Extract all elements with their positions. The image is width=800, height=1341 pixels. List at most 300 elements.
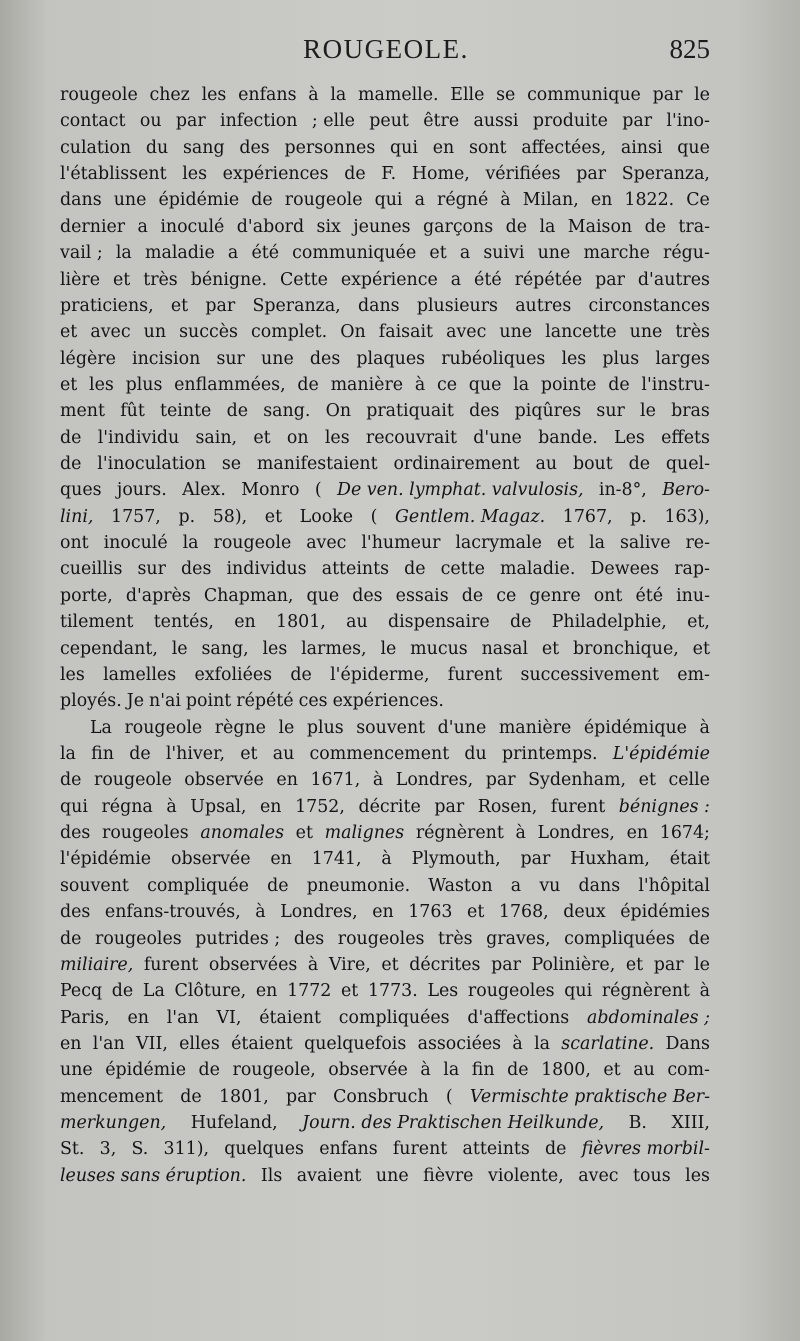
word: de: [509, 612, 532, 633]
word: qui: [60, 796, 88, 817]
word: ces: [298, 691, 328, 712]
word: et,: [687, 612, 710, 633]
word: observées: [208, 954, 298, 975]
word: n'ai: [149, 691, 181, 712]
word: fût: [120, 401, 145, 422]
word: Maison: [567, 216, 633, 237]
word: quelques: [224, 1139, 304, 1160]
word: rougeole: [94, 770, 172, 791]
word: très: [143, 269, 178, 290]
word: à: [372, 770, 384, 791]
word: expériences: [222, 164, 329, 185]
word: de: [111, 981, 134, 1002]
text-line: [60, 715, 710, 741]
italic-word: scarlatine.: [561, 1033, 655, 1054]
word: celle: [668, 770, 710, 791]
word: sur: [137, 559, 166, 580]
word: de: [608, 374, 630, 395]
word: la: [60, 743, 76, 764]
word: a: [414, 190, 425, 211]
word: une: [629, 322, 663, 343]
word: suivi: [483, 243, 525, 264]
word: Hufeland,: [190, 1113, 278, 1134]
text-line: [60, 451, 710, 477]
word: avec: [578, 1165, 619, 1186]
word: les: [262, 638, 288, 659]
word: porte,: [60, 585, 113, 606]
word: Plymouth,: [411, 849, 501, 870]
text-line: [60, 372, 710, 398]
word: Ce: [686, 190, 710, 211]
word: a: [459, 243, 471, 264]
word: par: [434, 796, 465, 817]
word: plus: [602, 348, 640, 369]
word: l'humeur: [361, 533, 441, 554]
word: qui: [390, 137, 418, 158]
word: tentés,: [153, 612, 214, 633]
word: essais: [395, 585, 449, 606]
word: au: [346, 612, 368, 633]
word: avec: [90, 322, 131, 343]
word: le: [278, 717, 295, 738]
text-line: [60, 899, 710, 925]
word: d'une: [473, 427, 522, 448]
word: et: [638, 770, 656, 791]
word: quel-: [665, 454, 710, 475]
word: on: [286, 427, 309, 448]
text-line: [60, 1057, 710, 1083]
word: et: [625, 954, 644, 975]
word: Milan,: [522, 190, 579, 211]
word: VI,: [216, 1007, 242, 1028]
text-line: [60, 1110, 710, 1136]
word: le: [694, 954, 710, 975]
word: à: [699, 981, 710, 1002]
word: régu-: [663, 243, 710, 264]
word: de: [290, 664, 312, 685]
italic-word: bénignes :: [618, 796, 710, 817]
word: circonstances: [588, 295, 710, 316]
word: de: [60, 770, 82, 791]
word: dernier: [60, 216, 126, 237]
word: le: [380, 638, 397, 659]
word: Vire,: [328, 954, 371, 975]
word: garçons: [423, 216, 494, 237]
word: des: [293, 928, 325, 949]
word: commencement: [309, 743, 450, 764]
italic-word: De ven. lymphat. valvulosis,: [337, 480, 584, 501]
word: une: [375, 1165, 409, 1186]
word: chez: [149, 85, 190, 105]
word: de: [180, 1086, 202, 1107]
word: La: [90, 717, 112, 738]
word: genre: [529, 585, 581, 606]
word: infection: [220, 111, 298, 132]
word: 1674;: [659, 823, 710, 844]
word: à: [515, 823, 526, 844]
word: recouvrait: [365, 427, 457, 448]
word: ce: [496, 585, 517, 606]
word: piqûres: [514, 401, 582, 422]
text-line: [60, 1163, 710, 1189]
word: dans: [60, 190, 102, 211]
word: à: [166, 796, 177, 817]
word: épidémie: [105, 1060, 186, 1081]
word: Clôture,: [174, 981, 247, 1002]
word: de: [226, 401, 248, 422]
word: avec: [446, 322, 487, 343]
word: successivement: [520, 664, 659, 685]
word: in-8°,: [598, 480, 647, 501]
word: cependant,: [60, 638, 158, 659]
word: et: [170, 295, 189, 316]
italic-word: Bero-: [662, 480, 710, 501]
word: de: [60, 454, 82, 475]
word: peut: [369, 111, 409, 132]
word: rubéoliques: [441, 348, 546, 369]
word: les: [561, 348, 587, 369]
text-line: [60, 187, 710, 213]
word: mencement: [60, 1086, 163, 1107]
word: l'hôpital: [638, 875, 710, 896]
word: Dewees: [590, 559, 660, 580]
word: bras: [671, 401, 710, 422]
word: le: [640, 401, 656, 422]
word: d'abord: [236, 216, 305, 237]
word: violente,: [488, 1165, 564, 1186]
word: tilement: [60, 612, 134, 633]
word: inoculé: [160, 216, 225, 237]
word: pneumonie.: [306, 875, 411, 896]
word: marche: [583, 243, 650, 264]
word: les: [201, 85, 227, 105]
word: a: [137, 216, 148, 237]
text-line: [60, 873, 710, 899]
word: des: [352, 585, 383, 606]
word: d'affections: [467, 1007, 570, 1028]
word: vu: [539, 875, 561, 896]
word: ont: [593, 585, 623, 606]
word: régné: [437, 190, 489, 211]
word: à: [414, 374, 426, 395]
word: par: [491, 954, 521, 975]
text-line: [60, 161, 710, 187]
text-line: [60, 741, 710, 767]
word: furent: [447, 664, 503, 685]
word: pointe: [540, 374, 597, 395]
word: expérience: [340, 269, 438, 290]
italic-word: leuses sans éruption.: [60, 1165, 247, 1186]
word: un: [143, 322, 167, 343]
text-line: [60, 346, 710, 372]
italic-word: abdominales ;: [587, 1007, 710, 1028]
word: Les: [614, 427, 645, 448]
word: manière: [330, 374, 404, 395]
word: dispensaire: [387, 612, 490, 633]
word: dans: [357, 295, 400, 316]
word: été: [251, 243, 280, 264]
word: de: [505, 216, 528, 237]
word: enfans: [319, 1139, 378, 1160]
word: Londres,: [280, 902, 358, 923]
word: bénigne.: [190, 269, 268, 290]
word: lamelles: [103, 664, 177, 685]
word: Elle: [450, 85, 485, 105]
text-line: [60, 82, 710, 108]
word: été: [474, 269, 502, 290]
word: ; elle: [311, 111, 355, 132]
text-line: [60, 1084, 710, 1110]
italic-word: miliaire,: [60, 954, 134, 975]
word: On: [340, 322, 366, 343]
word: une: [261, 348, 294, 369]
word: en: [255, 981, 278, 1002]
word: Upsal,: [190, 796, 247, 817]
word: et: [295, 823, 313, 844]
word: Londres,: [537, 823, 615, 844]
word: effets: [661, 427, 710, 448]
word: sang.: [263, 401, 311, 422]
word: communiquée: [292, 243, 417, 264]
word: des: [239, 137, 270, 158]
word: St.: [60, 1139, 85, 1160]
word: tra-: [678, 216, 710, 237]
word: printemps.: [501, 743, 598, 764]
word: communique: [527, 85, 641, 105]
word: furent: [550, 796, 606, 817]
word: pratiquait: [366, 401, 454, 422]
word: 1822.: [624, 190, 675, 211]
word: d'après: [125, 585, 191, 606]
word: qui: [374, 190, 403, 211]
word: sang: [182, 137, 225, 158]
italic-word: Journ. des Praktischen Heilkunde,: [302, 1113, 605, 1134]
word: été: [635, 585, 664, 606]
word: et: [556, 533, 575, 554]
word: compliquées: [338, 1007, 450, 1028]
word: Sydenham,: [528, 770, 627, 791]
word: par: [175, 111, 206, 132]
italic-word: Gentlem. Magaz.: [395, 506, 546, 527]
word: Polinière,: [531, 954, 616, 975]
word: règne: [214, 717, 266, 738]
text-line: [60, 1031, 710, 1057]
word: point: [185, 691, 232, 712]
word: l'épiderme,: [330, 664, 430, 685]
word: dans: [578, 875, 621, 896]
word: bronchique,: [573, 638, 679, 659]
word: succès: [179, 322, 238, 343]
word: praticiens,: [60, 295, 154, 316]
word: par: [652, 85, 683, 105]
word: 1768,: [498, 902, 549, 923]
word: autres: [515, 295, 572, 316]
word: en: [590, 190, 613, 211]
word: furent: [392, 1139, 448, 1160]
word: plus: [125, 374, 163, 395]
word: La: [142, 981, 165, 1002]
text-line: [60, 319, 710, 345]
word: ainsi: [620, 137, 663, 158]
word: Speranza,: [252, 295, 341, 316]
text-line: [60, 636, 710, 662]
word: du: [145, 137, 169, 158]
word: S.: [131, 1139, 149, 1160]
word: à: [255, 902, 266, 923]
word: Huxham,: [570, 849, 650, 870]
word: répété: [236, 691, 294, 712]
word: fin: [91, 743, 114, 764]
word: et: [692, 638, 710, 659]
word: plaques: [356, 348, 426, 369]
word: la: [513, 374, 530, 395]
word: en: [60, 1033, 82, 1054]
word: rap-: [674, 559, 710, 580]
word: la: [443, 1060, 460, 1081]
word: sang,: [201, 638, 249, 659]
word: l'hiver,: [165, 743, 225, 764]
word: em-: [677, 664, 710, 685]
text-line: [60, 530, 710, 556]
word: par: [485, 770, 516, 791]
word: les: [182, 164, 208, 185]
word: par: [595, 269, 625, 290]
word: du: [464, 743, 487, 764]
word: p.: [178, 506, 196, 527]
text-line: [60, 794, 710, 820]
word: rougeole: [284, 190, 363, 211]
word: par: [520, 849, 551, 870]
text-line: [60, 846, 710, 872]
text-line: [60, 688, 710, 714]
word: a: [510, 875, 522, 896]
word: de: [297, 374, 319, 395]
word: six: [316, 216, 341, 237]
word: a: [227, 243, 239, 264]
word: à: [308, 85, 319, 105]
word: par: [576, 164, 607, 185]
text-line: [60, 240, 710, 266]
text-line: [60, 1005, 710, 1031]
word: et: [112, 269, 131, 290]
word: les: [60, 664, 85, 685]
word: rougeole,: [232, 1060, 316, 1081]
word: le: [694, 85, 710, 105]
word: rougeoles: [102, 823, 189, 844]
word: re-: [685, 533, 710, 554]
text-line: [60, 767, 710, 793]
word: B.: [628, 1113, 647, 1134]
word: ployés.: [60, 691, 122, 712]
word: inoculé: [103, 533, 168, 554]
word: On: [325, 401, 352, 422]
word: l'an: [92, 1033, 125, 1054]
word: com-: [667, 1060, 710, 1081]
word: l'épidémie: [60, 849, 152, 870]
word: vérifiées: [485, 164, 561, 185]
word: compliquées: [564, 928, 675, 949]
word: Consbruch: [333, 1086, 429, 1107]
word: avaient: [296, 1165, 362, 1186]
word: légère: [60, 348, 116, 369]
word: étaient: [259, 1007, 321, 1028]
word: tous: [633, 1165, 671, 1186]
word: fièvre: [423, 1165, 474, 1186]
word: culation: [60, 137, 132, 158]
word: ce: [436, 374, 458, 395]
word: quelquefois: [304, 1033, 407, 1054]
word: la: [539, 216, 556, 237]
word: contact: [60, 111, 126, 132]
word: souvent: [356, 717, 426, 738]
word: salive: [619, 533, 671, 554]
word: à: [500, 190, 511, 211]
word: elles: [179, 1033, 220, 1054]
word: (: [370, 506, 378, 527]
word: en: [270, 849, 292, 870]
word: l'établissent: [60, 164, 167, 185]
word: de: [129, 743, 151, 764]
word: nasal: [481, 638, 529, 659]
word: larges: [655, 348, 710, 369]
word: à: [420, 1060, 431, 1081]
word: putrides ;: [195, 928, 281, 949]
word: l'ino-: [666, 111, 710, 132]
word: a: [450, 269, 462, 290]
word: 58),: [212, 506, 248, 527]
word: mamelle.: [357, 85, 439, 105]
text-line: [60, 267, 710, 293]
word: que: [306, 585, 340, 606]
word: par: [653, 954, 684, 975]
word: régnèrent: [415, 823, 504, 844]
word: lacrymale: [455, 533, 542, 554]
word: observée: [184, 770, 264, 791]
word: de: [60, 928, 82, 949]
word: régna: [101, 796, 153, 817]
word: (: [445, 1086, 453, 1107]
word: observée: [170, 849, 251, 870]
word: et: [60, 322, 78, 343]
text-line: [60, 978, 710, 1004]
text-line: [60, 662, 710, 688]
word: le: [171, 638, 188, 659]
word: être: [423, 111, 460, 132]
italic-word: Vermischte praktische Ber-: [469, 1086, 710, 1107]
word: épidémies: [620, 902, 710, 923]
word: bout: [572, 454, 613, 475]
body-text: [60, 82, 710, 1189]
word: une: [60, 1060, 93, 1081]
word: expériences.: [332, 691, 444, 712]
word: les: [89, 374, 114, 395]
page-number: 825: [669, 34, 710, 64]
word: enflammées,: [174, 374, 286, 395]
word: une: [113, 190, 147, 211]
text-line: [60, 425, 710, 451]
word: Monro: [241, 480, 300, 501]
word: décrites: [409, 954, 481, 975]
paragraph: [60, 82, 710, 715]
word: deux: [563, 902, 606, 923]
word: aussi: [473, 111, 519, 132]
word: Les: [427, 981, 459, 1002]
text-line: [60, 477, 710, 503]
word: sont: [468, 137, 507, 158]
word: furent: [143, 954, 199, 975]
word: 1757,: [111, 506, 161, 527]
word: et: [341, 981, 359, 1002]
